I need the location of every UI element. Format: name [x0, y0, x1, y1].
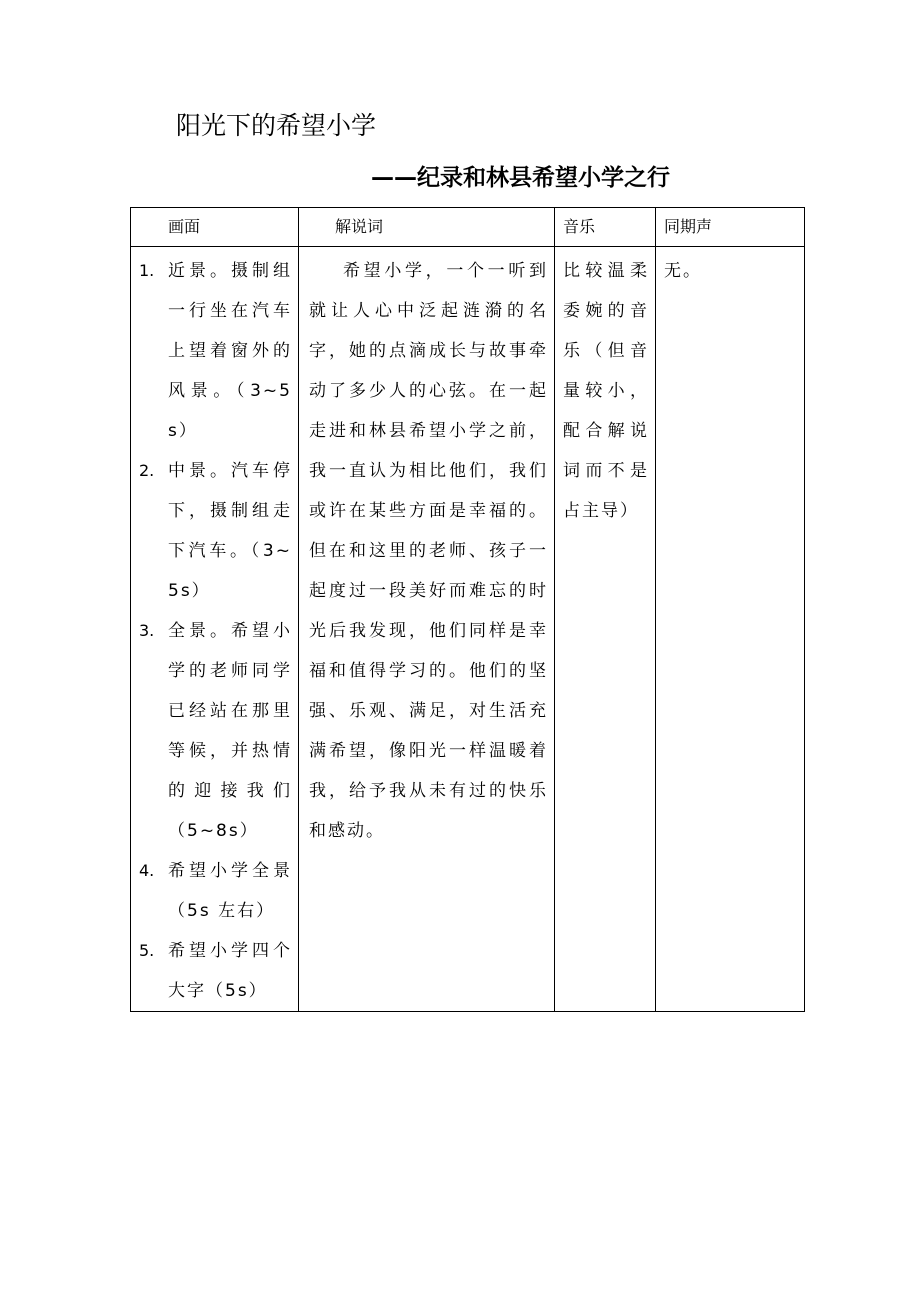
shot-number: 1.: [139, 261, 155, 280]
shot-number: 4.: [139, 861, 155, 880]
narration-cell: [299, 247, 555, 1012]
header-narration: 解说词: [299, 208, 555, 247]
header-picture: 画面: [131, 208, 299, 247]
table-row: [131, 247, 805, 1012]
picture-cell: [131, 247, 299, 1012]
shot-number: 3.: [139, 621, 155, 640]
sync-sound-text: 无。: [664, 261, 702, 281]
document-subtitle: ——纪录和林县希望小学之行: [371, 165, 670, 191]
shot-description: 希望小学全景（5s 左右）: [168, 861, 292, 921]
header-music: 音乐: [555, 208, 656, 247]
list-item: [131, 851, 298, 931]
shot-description: 近景。摄制组一行坐在汽车上望着窗外的风景。（3~5s）: [168, 261, 292, 441]
music-cell: [555, 247, 656, 1012]
header-sync-sound: 同期声: [656, 208, 805, 247]
shot-description: 全景。希望小学的老师同学已经站在那里等候，并热情的迎接我们（5~8s）: [168, 621, 292, 841]
music-text: 比较温柔委婉的音乐（但音量较小，配合解说词而不是占主导）: [563, 261, 649, 521]
shot-description: 中景。汽车停下，摄制组走下汽车。（3~5s）: [168, 461, 292, 601]
sync-sound-cell: [656, 247, 805, 1012]
document-title: 阳光下的希望小学: [176, 111, 377, 140]
list-item: [131, 251, 298, 451]
table-header-row: [131, 208, 805, 247]
shot-number: 2.: [139, 461, 155, 480]
list-item: [131, 931, 298, 1011]
list-item: [131, 611, 298, 851]
shot-list: [131, 247, 298, 1011]
shot-number: 5.: [139, 941, 155, 960]
shot-description: 希望小学四个大字（5s）: [168, 941, 292, 1001]
script-table: [130, 207, 805, 1012]
narration-text: 希望小学，一个一听到就让人心中泛起涟漪的名字，她的点滴成长与故事牵动了多少人的心弦。在一起走进和林县希望小学之前，我一直认为相比他们，我们或许在某些方面是幸福的。但在和这里的老师、孩子一起度过一段美好而难忘的时光后我发现，他们同样是幸福和值得学习的。他们的坚强、乐观、满足，对生活充满希望，像阳光一样温暖着我，给予我从未有过的快乐和感动。: [309, 261, 548, 841]
list-item: [131, 451, 298, 611]
